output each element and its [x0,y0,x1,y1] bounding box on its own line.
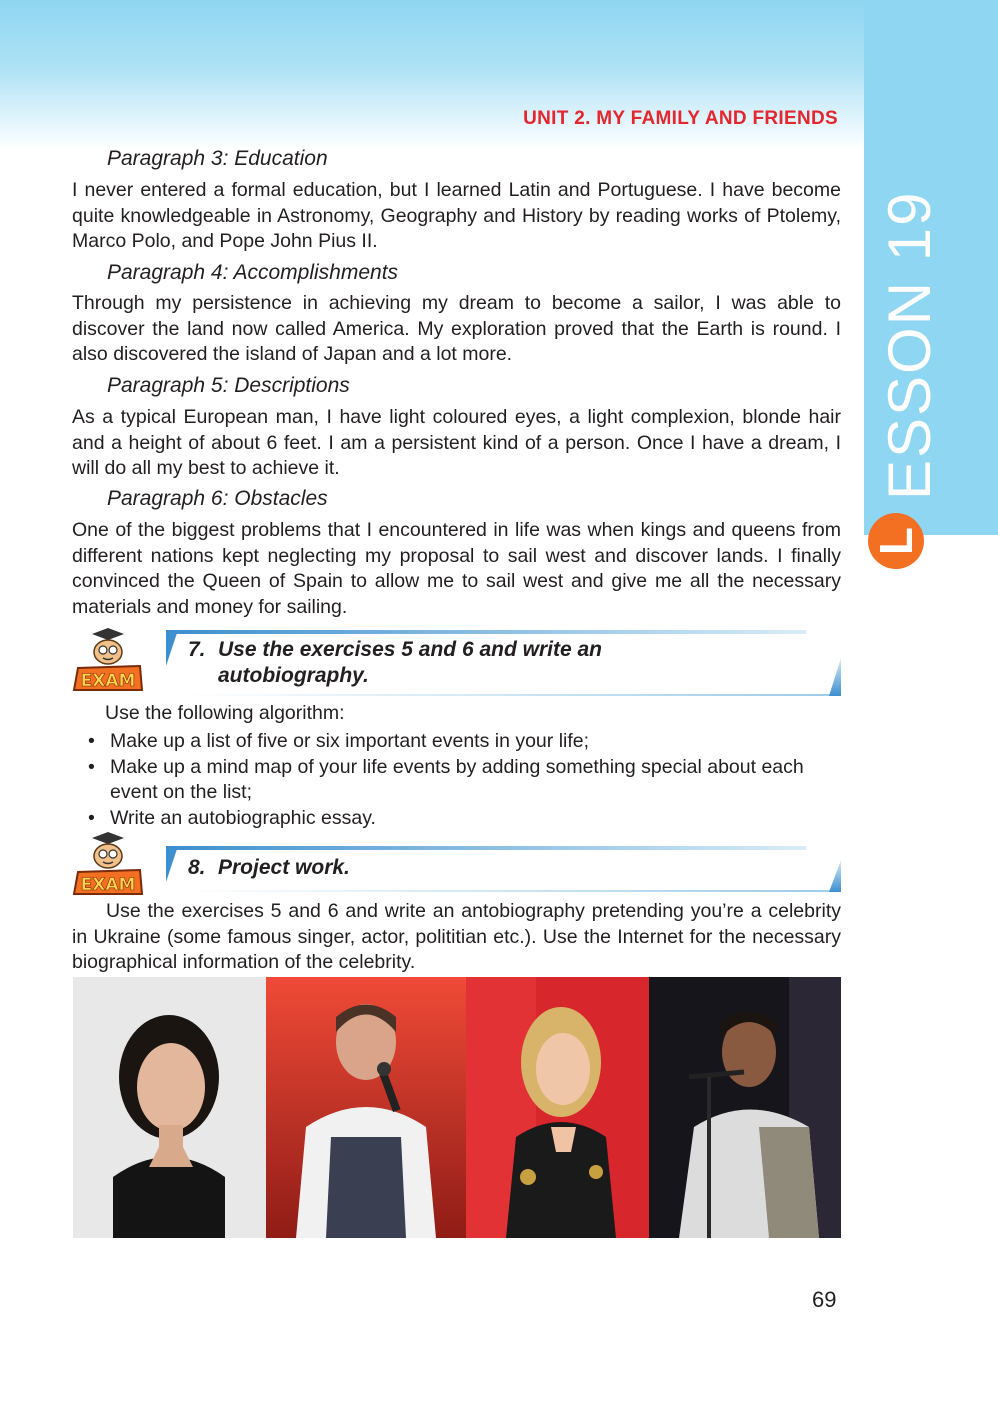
list-item-text: Write an autobiographic essay. [110,806,376,829]
bullet-icon: • [88,730,95,752]
task-7-number: 7. [188,638,206,661]
project-instructions: Use the exercises 5 and 6 and write an antobiography pretending you’re a celebrity in Ukraine (some famous singer, actor, polititian etc.). Use the Internet for the necessary biographical information of the celebrity. [72,900,841,973]
task-8-left-accent [166,846,178,882]
task-8-title-line1: Project work. [218,856,350,879]
portrait-photo-woman-dark-hair [73,977,266,1238]
algorithm-list [88,729,818,831]
photo-woman-blonde-red-stage [466,977,649,1238]
exam-icon-label: EXAM [80,671,136,691]
paragraph-3-heading: Paragraph 3: Education [107,147,328,170]
paragraph-3-body: I never entered a formal education, but I learned Latin and Portuguese. I have become quite knowledgeable in Astronomy, Geography and History by reading works of Ptolemy, Marco Polo, and Pope John Pius II. [72,179,841,252]
task-8-top-bar [166,846,806,850]
paragraph-6-body: One of the biggest problems that I encountered in life was when kings and queens from different nations kept neglecting my proposal to sail west and discover lands. I finally convinced the Queen of Spain to allow me to sail west and give me all the necessary materials and money for sailing. [72,519,841,618]
list-item [88,806,818,832]
bullet-icon: • [88,755,95,778]
paragraph-6-heading: Paragraph 6: Obstacles [107,487,328,510]
task-7-title [188,637,602,689]
celebrity-photo-strip [73,977,841,1238]
paragraph-5-heading: Paragraph 5: Descriptions [107,374,350,397]
bullet-icon: • [88,806,95,829]
task-7-header [166,630,841,696]
task-8-right-accent [829,860,841,892]
task-7-title-line1: Use the exercises 5 and 6 and write an [218,638,603,661]
exam-icon-label: EXAM [80,875,136,895]
task-8-number: 8. [188,856,206,879]
list-item [88,729,818,755]
exam-mascot-icon [70,832,146,900]
lesson-label: ESSON 19 [876,190,943,500]
task-7-right-accent [829,658,841,696]
list-item-text: Make up a mind map of your life events by adding something special about each event on the list; [110,755,804,803]
list-item-text: Make up a list of five or six important events in your life; [110,730,590,752]
algorithm-intro: Use the following algorithm: [105,702,345,724]
photo-singer-at-mic-stand [649,977,841,1238]
paragraph-5-body: As a typical European man, I have light coloured eyes, a light complexion, blonde hair and a height of about 6 feet. I am a persistent kind of a person. Once I have a dream, I will do all my best to achieve it. [72,406,841,479]
task-8-bottom-line [186,890,841,892]
unit-title: UNIT 2. MY FAMILY AND FRIENDS [523,108,838,129]
task-7-bottom-line [186,694,841,696]
exam-mascot-icon [70,628,146,696]
task-8-header [166,846,841,892]
lesson-letter-badge [868,513,924,569]
lesson-letter: L [870,526,922,556]
paragraph-4-body: Through my persistence in achieving my dream to become a sailor, I was able to discover the land now called America. My exploration proved that the Earth is round. I also discovered the island of Japan and a lot more. [72,292,841,365]
task-7-left-accent [166,630,178,666]
task-7-top-bar [166,630,806,634]
task-7-title-line2: autobiography. [218,664,369,687]
list-item [88,755,818,806]
paragraph-4-heading: Paragraph 4: Accomplishments [107,261,399,284]
photo-singer-with-microphone [266,977,466,1238]
task-8-title [188,855,350,881]
page-number: 69 [812,1287,837,1312]
